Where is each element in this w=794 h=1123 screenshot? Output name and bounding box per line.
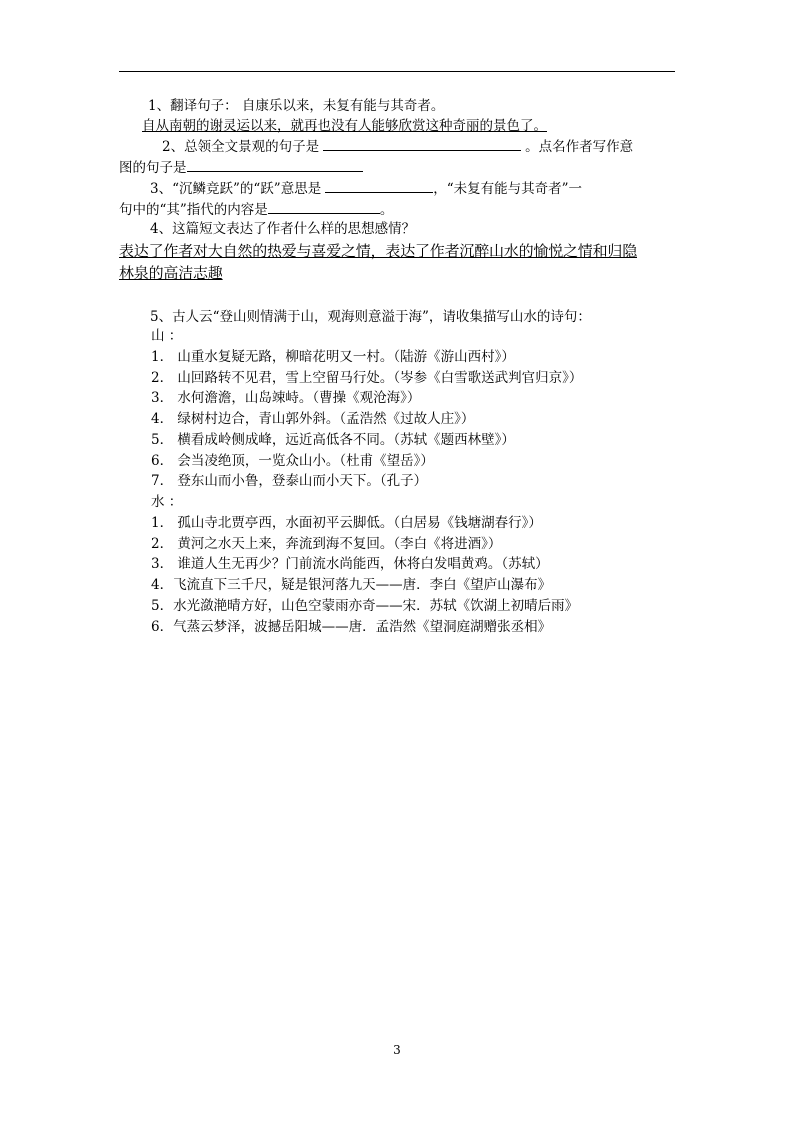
mountain-item: 6． 会当凌绝顶，一览众山小。（杜甫《望岳》） [151,453,434,469]
mountain-item: 5． 横看成岭侧成峰，远近高低各不同。（苏轼《题西林壁》） [151,432,515,448]
water-item: 2． 黄河之水天上来，奔流到海不复回。（李白《将进酒》） [151,536,502,552]
q1-answer [142,117,547,135]
mountain-heading: 山 ： [151,328,183,344]
q3-line2: 句中的“其”指代的内容是 。 [119,202,394,218]
mountain-item: 3． 水何澹澹，山岛竦峙。（曹操《观沧海》） [151,390,421,406]
water-item: 1． 孤山寺北贾亭西，水面初平云脚低。（白居易《钱塘湖春行》） [151,515,542,531]
q3-blank-1[interactable] [325,179,433,193]
q1-prompt: 1、翻译句子： 自康乐以来，未复有能与其奇者。 [148,98,445,114]
mountain-item: 1． 山重水复疑无路，柳暗花明又一村。（陆游《游山西村》） [151,349,515,365]
q3-line1: 3、“沉鳞竞跃”的“跃”意思是 ，“未复有能与其奇者”一 [150,181,583,197]
q2-blank-1[interactable] [323,137,521,151]
q2-blank-2[interactable] [187,158,363,172]
q1-answer-text: 自从南朝的谢灵运以来，就再也没有人能够欣赏这种奇丽的景色了。 [142,118,547,134]
q4-prompt: 4、这篇短文表达了作者什么样的思想感情？ [150,221,416,237]
q4-answer-line2: 林泉的高洁志趣 [119,264,223,282]
water-item: 6．气蒸云梦泽，波撼岳阳城——唐．孟浩然《望洞庭湖赠张丞相》 [151,619,552,635]
water-item: 4．飞流直下三千尺，疑是银河落九天——唐．李白《望庐山瀑布》 [151,577,552,593]
water-item: 5．水光潋滟晴方好，山色空蒙雨亦奇——宋．苏轼《饮湖上初晴后雨》 [151,598,579,614]
q4-answer-line1: 表达了作者对大自然的热爱与喜爱之情，表达了作者沉醉山水的愉悦之情和归隐 [119,242,638,260]
q5-prompt: 5、古人云“登山则情满于山，观海则意溢于海”，请收集描写山水的诗句： [150,309,591,325]
q3-blank-2[interactable] [268,200,380,214]
mountain-item: 7． 登东山而小鲁，登泰山而小天下。（孔子） [151,473,428,489]
q2-line1: 2、总领全文景观的句子是 。点名作者写作意 [162,139,634,155]
header-rule [119,71,675,72]
q2-line2: 图的句子是 [119,158,363,177]
page-number: 3 [393,1043,401,1057]
mountain-item: 2． 山回路转不见君，雪上空留马行处。（岑参《白雪歌送武判官归京》） [151,370,583,386]
mountain-item: 4． 绿树村边合，青山郭外斜。（孟浩然《过故人庄》） [151,411,475,427]
water-heading: 水 ： [151,494,183,510]
water-item: 3． 谁道人生无再少？门前流水尚能西，休将白发唱黄鸡。（苏轼） [151,556,549,572]
